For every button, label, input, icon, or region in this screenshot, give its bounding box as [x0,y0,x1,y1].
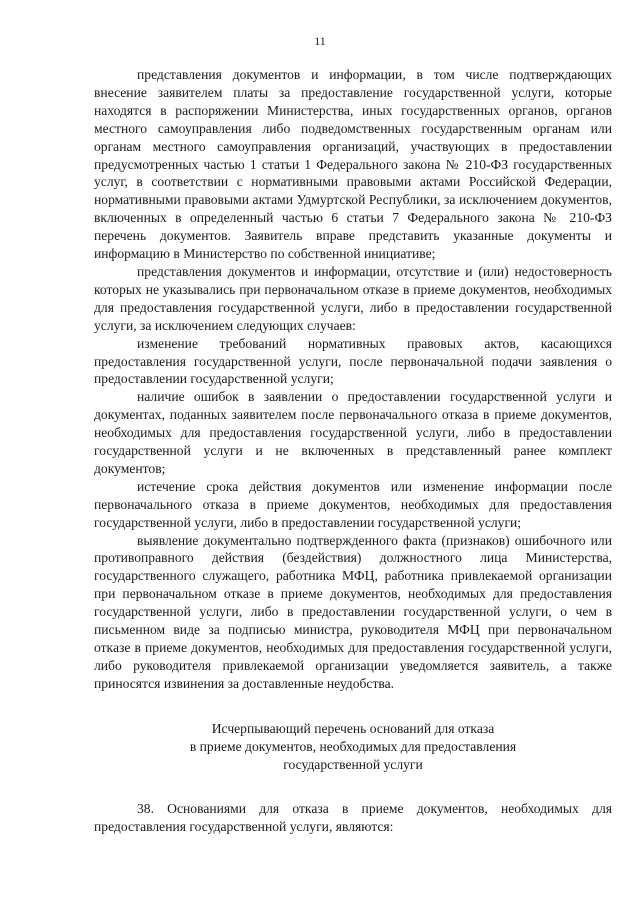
document-body [94,66,612,836]
paragraph-missing-info: представления документов и информации, отсутствие и (или) недостоверность которых не указывались при первоначальном отказе в приеме документов, необходимых для предоставления государственной услуги, либо в предоставлении государственной услуги, за исключением следующих случаев: [94,263,612,333]
section-heading-line: государственной услуги [283,756,423,772]
paragraph-erroneous-action: выявление документально подтвержденного факта (признаков) ошибочного или противоправного действия (бездействия) должностного лица Министерства, государственного служащего, работника МФЦ, работника привлекаемой организации при первоначальном отказе в приеме документов, необходимых для предоставления государственной услуги, либо в предоставлении государственной услуги, о чем в письменном виде за подписью министра, руководителя МФЦ при первоначальном отказе в приеме документов, необходимых для предоставления государственной услуги, либо руководителя привлекаемой организации уведомляется заявитель, а также приносятся извинения за доставленные неудобства. [94,532,612,691]
paragraph-errors-in-application: наличие ошибок в заявлении о предоставлении государственной услуги и документах, поданных заявителем после первоначального отказа в приеме документов, необходимых для предоставления государственной услуги, либо в предоставлении государственной услуги и не включенных в представленный ранее комплект документов; [94,389,612,476]
section-heading [94,720,612,774]
section-heading-line: в приеме документов, необходимых для предоставления [189,738,517,754]
paragraph-38: 38. Основаниями для отказа в приеме документов, необходимых для предоставления государственной услуги, являются: [94,801,612,835]
paragraph-documents-in-possession: представления документов и информации, в том числе подтверждающих внесение заявителем платы за предоставление государственной услуги, которые находятся в распоряжении Министерства, иных государственных органов, органов местного самоуправления либо подведомственных государственным органам или органам местного самоуправления организаций, участвующих в предоставлении предусмотренных частью 1 статьи 1 Федерального закона № 210-ФЗ государственных услуг, в соответствии с нормативными правовыми актами Российской Федерации, нормативными правовыми актами Удмуртской Республики, за исключением документов, включенных в определенный частью 6 статьи 7 Федерального закона № 210-ФЗ перечень документов. Заявитель вправе представить указанные документы и информацию в Министерство по собственной инициативе; [94,67,612,262]
paragraph-document-expiry: истечение срока действия документов или изменение информации после первоначального отказа в приеме документов, необходимых для предоставления государственной услуги, либо в предоставлении государственной услуги; [94,478,612,530]
section-heading-line: Исчерпывающий перечень оснований для отказа [211,720,495,736]
paragraph-requirements-change: изменение требований нормативных правовых актов, касающихся предоставления государственной услуги, после первоначальной подачи заявления о предоставлении государственной услуги; [94,335,612,387]
page-number: 11 [314,34,326,48]
